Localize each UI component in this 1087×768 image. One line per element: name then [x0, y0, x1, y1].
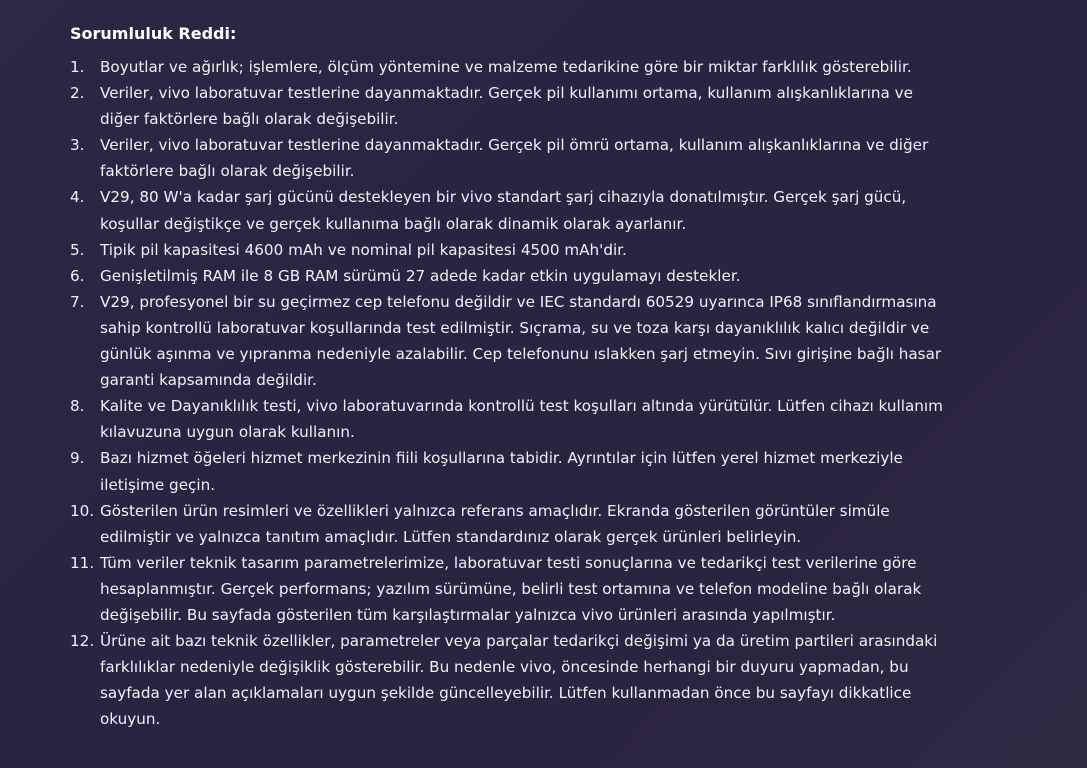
item-text: Ürüne ait bazı teknik özellikler, parametreler veya parçalar tedarikçi değişimi ya da üretim partileri arasındaki farklılıklar nedeniyle değişiklik gösterebilir. Bu nedenle vivo, öncesinde herhangi bir duyuru yapmadan, bu sayfada yer alan açıklamaları uygun şekilde güncelleyebilir. Lütfen kullanmadan önce bu sayfayı dikkatlice okuyun. — [100, 632, 938, 729]
item-number: 6. — [70, 266, 85, 285]
item-text: Kalite ve Dayanıklılık testi, vivo laboratuvarında kontrollü test koşulları altında yürütülür. Lütfen cihazı kullanım kılavuzuna uygun olarak kullanın. — [100, 397, 943, 442]
item-number: 4. — [70, 188, 85, 207]
item-number: 5. — [70, 240, 85, 259]
disclaimer-item-8 — [70, 393, 950, 445]
disclaimer-item-7 — [70, 289, 950, 393]
disclaimer-item-4 — [70, 184, 950, 236]
disclaimer-item-10 — [70, 498, 950, 550]
item-number: 11. — [70, 553, 95, 572]
disclaimer-item-5 — [70, 237, 950, 263]
disclaimer-section — [70, 22, 950, 732]
item-text: Veriler, vivo laboratuvar testlerine dayanmaktadır. Gerçek pil ömrü ortama, kullanım alışkanlıklarına ve diğer faktörlere bağlı olarak değişebilir. — [100, 136, 929, 181]
item-number: 7. — [70, 292, 85, 311]
disclaimer-item-2 — [70, 80, 950, 132]
item-text: Gösterilen ürün resimleri ve özellikleri yalnızca referans amaçlıdır. Ekranda gösterilen görüntüler simüle edilmiştir ve yalnızca tanıtım amaçlıdır. Lütfen standardınız olarak gerçek ürünleri belirleyin. — [100, 501, 890, 546]
item-text: Boyutlar ve ağırlık; işlemlere, ölçüm yöntemine ve malzeme tedarikine göre bir miktar farklılık gösterebilir. — [100, 58, 912, 76]
disclaimer-title: Sorumluluk Reddi: — [70, 24, 237, 43]
item-text: V29, 80 W'a kadar şarj gücünü destekleyen bir vivo standart şarj cihazıyla donatılmıştır. Gerçek şarj gücü, koşullar değiştikçe ve gerçek kullanıma bağlı olarak dinamik olarak ayarlanır. — [100, 188, 907, 233]
disclaimer-item-11 — [70, 550, 950, 628]
item-text: Genişletilmiş RAM ile 8 GB RAM sürümü 27 adede kadar etkin uygulamayı destekler. — [100, 266, 741, 285]
item-number: 12. — [70, 632, 95, 651]
disclaimer-item-3 — [70, 132, 950, 184]
item-number: 9. — [70, 449, 85, 468]
item-number: 2. — [70, 84, 85, 103]
item-text: Veriler, vivo laboratuvar testlerine dayanmaktadır. Gerçek pil kullanımı ortama, kullanım alışkanlıklarına ve diğer faktörlere bağlı olarak değişebilir. — [100, 84, 913, 129]
item-text: V29, profesyonel bir su geçirmez cep telefonu değildir ve IEC standardı 60529 uyarınca IP68 sınıflandırmasına sahip kontrollü laboratuvar koşullarında test edilmiştir. Sıçrama, su ve toza karşı dayanıklılık kalıcı değildir ve günlük aşınma ve yıpranma nedeniyle azalabilir. Cep telefonunu ıslakken şarj etmeyin. Sıvı girişine bağlı hasar garanti kapsamında değildir. — [100, 292, 942, 390]
item-number: 3. — [70, 136, 85, 155]
item-number: 1. — [70, 58, 85, 76]
item-number: 8. — [70, 397, 85, 416]
item-text: Tipik pil kapasitesi 4600 mAh ve nominal pil kapasitesi 4500 mAh'dir. — [100, 240, 627, 259]
disclaimer-list — [70, 54, 950, 732]
item-text: Tüm veriler teknik tasarım parametrelerimize, laboratuvar testi sonuçlarına ve tedarikçi test verilerine göre hesaplanmıştır. Gerçek performans; yazılım sürümüne, belirli test ortamına ve telefon modeline bağlı olarak değişebilir. Bu sayfada gösterilen tüm karşılaştırmalar yalnızca vivo ürünleri arasında yapılmıştır. — [100, 553, 922, 624]
item-number: 10. — [70, 501, 95, 520]
disclaimer-item-1 — [70, 54, 950, 80]
item-text: Bazı hizmet öğeleri hizmet merkezinin fiili koşullarına tabidir. Ayrıntılar için lütfen yerel hizmet merkeziyle iletişime geçin. — [100, 449, 903, 494]
disclaimer-item-12 — [70, 628, 950, 732]
disclaimer-item-6 — [70, 263, 950, 289]
disclaimer-item-9 — [70, 445, 950, 497]
